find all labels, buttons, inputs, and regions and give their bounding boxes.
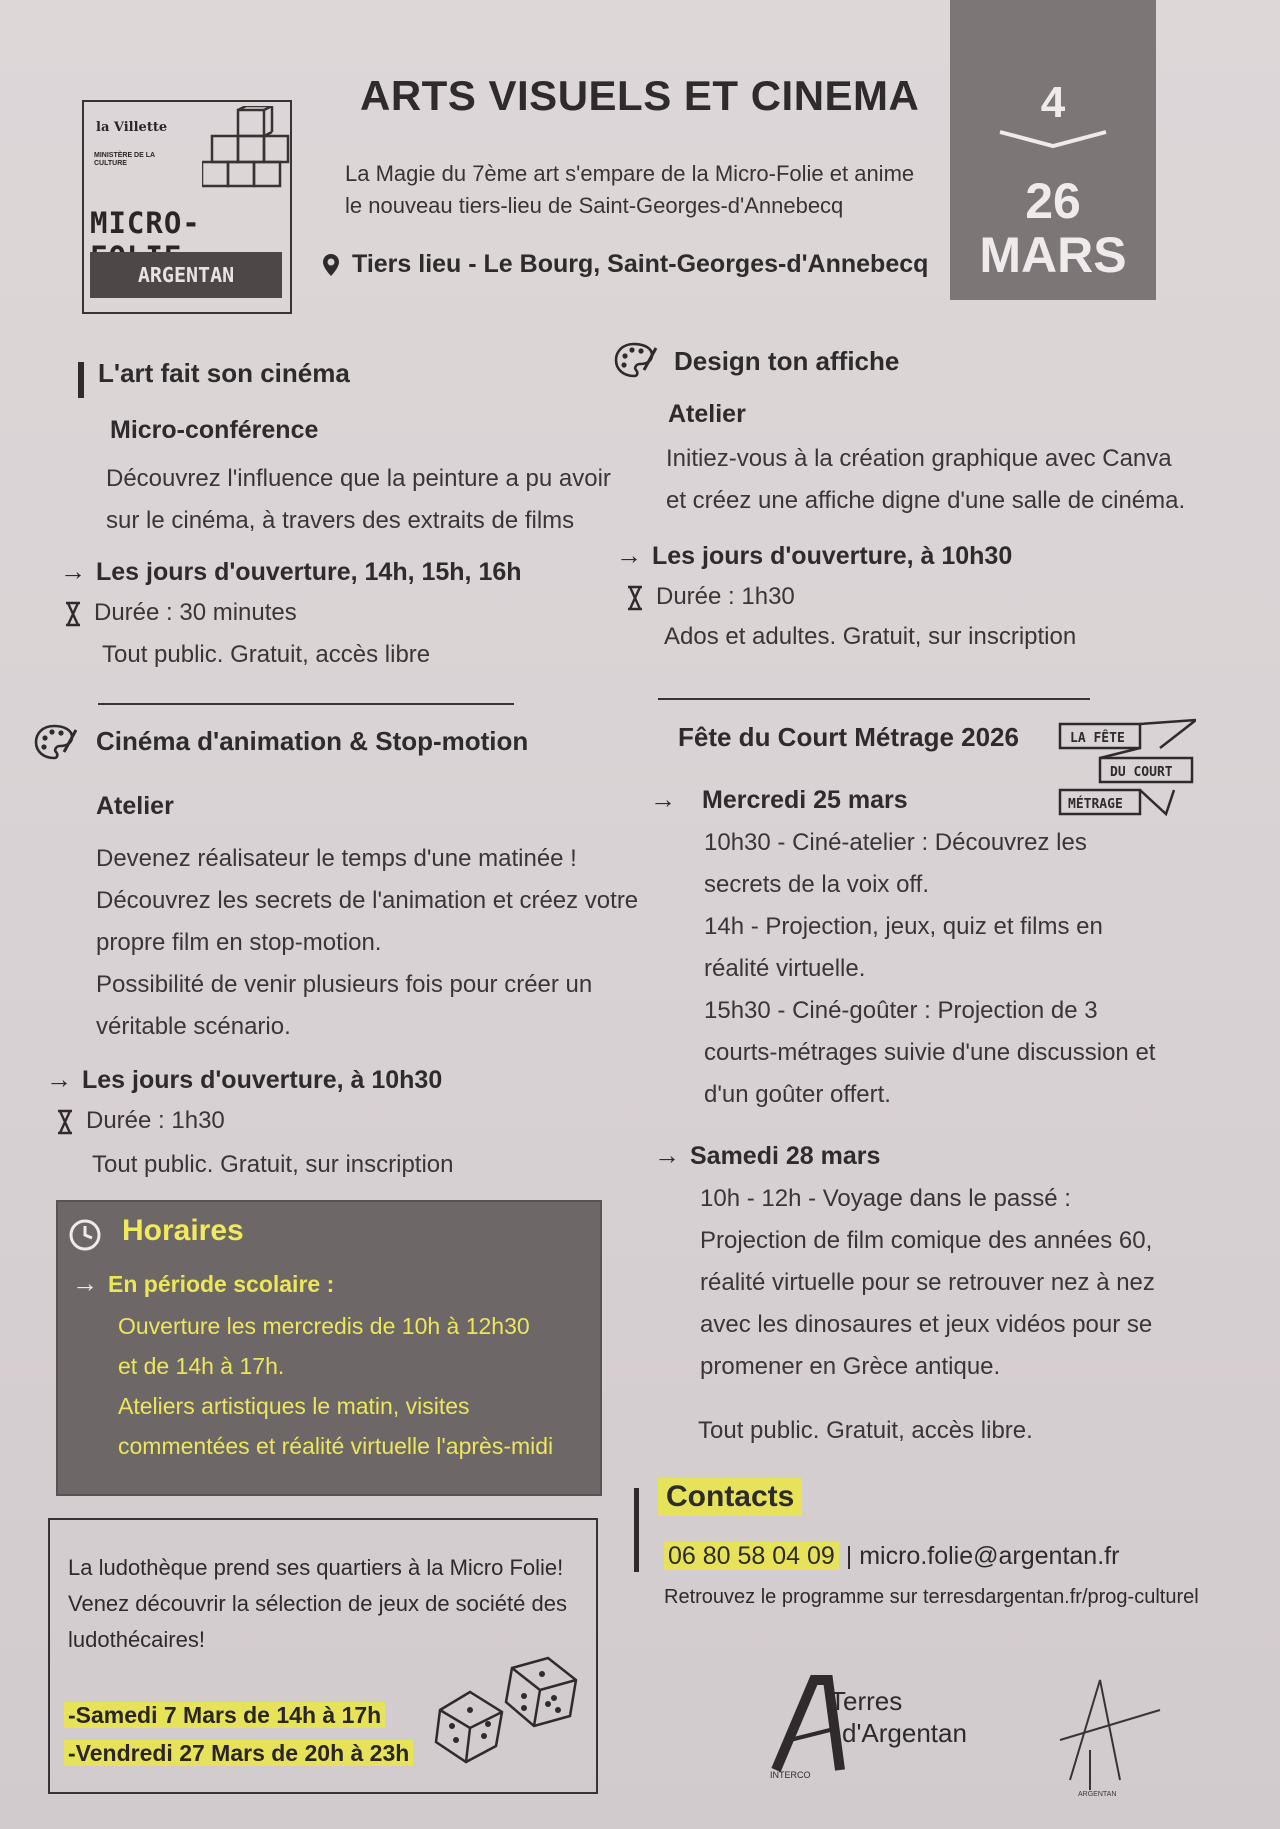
arrow-icon: → bbox=[654, 1140, 680, 1170]
design-affiche-schedule bbox=[616, 540, 1012, 571]
program-website[interactable]: Retrouvez le programme sur terresdargentan.fr/prog-culturel bbox=[664, 1586, 1199, 1608]
art-cinema-type: Micro-conférence bbox=[110, 416, 319, 444]
program-line: Projection de film comique des années 60, bbox=[700, 1227, 1153, 1254]
program-line: réalité virtuelle pour se retrouver nez à nez bbox=[700, 1269, 1155, 1296]
divider bbox=[658, 698, 1090, 700]
logo-text: INTERCO bbox=[770, 1770, 811, 1780]
subtitle-line: La Magie du 7ème art s'empare de la Micro-Folie et anime bbox=[345, 161, 915, 186]
ministere-text: MINISTÈRE DE LA CULTURE bbox=[94, 152, 155, 167]
animation-audience: Tout public. Gratuit, sur inscription bbox=[92, 1151, 454, 1178]
logo-text: DU COURT bbox=[1110, 765, 1173, 780]
clock-icon bbox=[68, 1218, 102, 1252]
desc-line: Possibilité de venir plusieurs fois pour créer un bbox=[96, 971, 593, 998]
arrow-icon: → bbox=[72, 1268, 98, 1298]
argentan-signature-logo bbox=[1050, 1670, 1170, 1800]
program-line: 15h30 - Ciné-goûter : Projection de 3 bbox=[704, 997, 1098, 1024]
horaires-details bbox=[118, 1306, 553, 1466]
cubes-icon bbox=[202, 106, 290, 188]
schedule-text: Les jours d'ouverture, à 10h30 bbox=[652, 542, 1013, 570]
program-line: d'un goûter offert. bbox=[704, 1081, 891, 1108]
animation-duration bbox=[56, 1100, 225, 1142]
period-text: En période scolaire : bbox=[108, 1271, 335, 1297]
ludotheque-box bbox=[48, 1518, 598, 1794]
design-affiche-title: Design ton affiche bbox=[674, 346, 900, 376]
horaires-title: Horaires bbox=[122, 1214, 244, 1247]
design-affiche-desc bbox=[666, 438, 1185, 522]
arrow-icon: → bbox=[60, 556, 86, 586]
desc-line: Découvrez les secrets de l'animation et créez votre bbox=[96, 887, 639, 914]
hourglass-icon bbox=[56, 1109, 74, 1135]
schedule-text: Les jours d'ouverture, 14h, 15h, 16h bbox=[96, 558, 522, 586]
contacts-bar bbox=[634, 1488, 639, 1572]
ludo-line: La ludothèque prend ses quartiers à la Micro Folie! bbox=[68, 1555, 564, 1580]
day-text: Mercredi 25 mars bbox=[702, 786, 908, 814]
logo-text: ARGENTAN bbox=[1078, 1791, 1117, 1798]
horaires-box bbox=[56, 1200, 602, 1496]
desc-line: véritable scénario. bbox=[96, 1013, 291, 1040]
palette-icon bbox=[34, 722, 78, 762]
page-title: ARTS VISUELS ET CINEMA bbox=[360, 72, 920, 119]
duration-text: Durée : 30 minutes bbox=[94, 599, 297, 626]
dice-icon bbox=[430, 1640, 590, 1780]
program-line: réalité virtuelle. bbox=[704, 955, 866, 982]
desc-line: et créez une affiche digne d'une salle de cinéma. bbox=[666, 487, 1186, 514]
horaires-line: et de 14h à 17h. bbox=[118, 1353, 285, 1379]
ludo-date: -Samedi 7 Mars de 14h à 17h bbox=[64, 1702, 385, 1728]
argentan-banner: ARGENTAN bbox=[90, 252, 282, 298]
animation-title: Cinéma d'animation & Stop-motion bbox=[96, 726, 529, 756]
desc-line: Initiez-vous à la création graphique avec Canva bbox=[666, 445, 1172, 472]
hourglass-icon bbox=[64, 601, 82, 627]
horaires-line: commentées et réalité virtuelle l'après-midi bbox=[118, 1433, 554, 1459]
date-badge bbox=[950, 0, 1156, 300]
logo-text: MÉTRAGE bbox=[1068, 797, 1123, 812]
design-affiche-audience: Ados et adultes. Gratuit, sur inscription bbox=[664, 623, 1077, 650]
ludo-line: Venez découvrir la sélection de jeux de société des bbox=[68, 1591, 567, 1616]
desc-line: Devenez réalisateur le temps d'une matinée ! bbox=[96, 845, 577, 872]
arrow-icon: → bbox=[616, 540, 642, 570]
festival-title: Fête du Court Métrage 2026 bbox=[678, 722, 1019, 752]
pin-icon bbox=[322, 253, 340, 277]
date-end-day: 26 bbox=[1025, 173, 1081, 229]
separator: | bbox=[838, 1542, 860, 1570]
festival-day1-program bbox=[704, 822, 1155, 1116]
art-cinema-title: L'art fait son cinéma bbox=[98, 358, 350, 388]
program-line: 10h30 - Ciné-atelier : Découvrez les bbox=[704, 829, 1087, 856]
phone-number[interactable]: 06 80 58 04 09 bbox=[664, 1542, 839, 1570]
logo-text: LA FÊTE bbox=[1070, 731, 1125, 746]
design-affiche-type: Atelier bbox=[668, 400, 746, 428]
subtitle-line: le nouveau tiers-lieu de Saint-Georges-d'Annebecq bbox=[345, 193, 844, 218]
ludo-line: ludothécaires! bbox=[68, 1627, 205, 1652]
date-start: 4 bbox=[1040, 78, 1066, 127]
arrow-icon: → bbox=[650, 784, 676, 814]
duration-text: Durée : 1h30 bbox=[86, 1107, 225, 1134]
logo-text: Terres bbox=[830, 1686, 903, 1716]
art-cinema-schedule bbox=[60, 556, 522, 587]
header-subtitle bbox=[345, 158, 925, 222]
program-line: avec les dinosaures et jeux vidéos pour se bbox=[700, 1311, 1153, 1338]
fete-court-metrage-logo bbox=[1056, 718, 1196, 818]
section-bar bbox=[78, 362, 84, 398]
festival-day2-program bbox=[700, 1178, 1155, 1388]
lavillette-logo-text: la Villette bbox=[96, 120, 168, 135]
duration-text: Durée : 1h30 bbox=[656, 583, 795, 610]
horaires-line: Ateliers artistiques le matin, visites bbox=[118, 1393, 470, 1419]
festival-day1 bbox=[650, 784, 908, 815]
email-link[interactable]: micro.folie@argentan.fr bbox=[859, 1542, 1120, 1570]
day-text: Samedi 28 mars bbox=[690, 1142, 881, 1170]
program-line: courts-métrages suivie d'une discussion et bbox=[704, 1039, 1156, 1066]
festival-day2 bbox=[654, 1140, 880, 1171]
desc-line: sur le cinéma, à travers des extraits de films bbox=[106, 507, 575, 534]
program-line: 14h - Projection, jeux, quiz et films en bbox=[704, 913, 1103, 940]
program-line: promener en Grèce antique. bbox=[700, 1353, 1001, 1380]
arrow-icon: → bbox=[46, 1064, 72, 1094]
palette-icon bbox=[614, 340, 658, 380]
ludotheque-dates bbox=[64, 1696, 413, 1772]
micro-folie-title: MICRO- bbox=[90, 206, 201, 240]
contacts-title: Contacts bbox=[658, 1478, 802, 1516]
animation-type: Atelier bbox=[96, 792, 174, 820]
date-end-month: MARS bbox=[979, 227, 1127, 283]
chevron-down-icon bbox=[998, 128, 1108, 150]
divider bbox=[98, 703, 514, 705]
hourglass-icon bbox=[626, 585, 644, 611]
art-cinema-duration bbox=[64, 592, 297, 634]
festival-audience: Tout public. Gratuit, accès libre. bbox=[698, 1417, 1033, 1444]
desc-line: Découvrez l'influence que la peinture a pu avoir bbox=[106, 465, 611, 492]
design-affiche-duration bbox=[626, 576, 795, 618]
ludo-date: -Vendredi 27 Mars de 20h à 23h bbox=[64, 1740, 413, 1766]
schedule-text: Les jours d'ouverture, à 10h30 bbox=[82, 1066, 443, 1094]
contacts-line bbox=[664, 1542, 1119, 1571]
art-cinema-audience: Tout public. Gratuit, accès libre bbox=[102, 641, 431, 668]
animation-schedule bbox=[46, 1064, 442, 1095]
program-line: secrets de la voix off. bbox=[704, 871, 929, 898]
program-line: 10h - 12h - Voyage dans le passé : bbox=[700, 1185, 1071, 1212]
location bbox=[322, 250, 928, 279]
animation-desc bbox=[96, 838, 638, 1048]
logo-text: d'Argentan bbox=[842, 1718, 967, 1748]
desc-line: propre film en stop-motion. bbox=[96, 929, 382, 956]
terres-argentan-logo bbox=[770, 1670, 1000, 1780]
horaires-period bbox=[72, 1268, 334, 1299]
horaires-line: Ouverture les mercredis de 10h à 12h30 bbox=[118, 1313, 530, 1339]
art-cinema-desc bbox=[106, 458, 611, 542]
location-text: Tiers lieu - Le Bourg, Saint-Georges-d'Annebecq bbox=[352, 250, 929, 278]
micro-folie-logo bbox=[82, 100, 292, 314]
